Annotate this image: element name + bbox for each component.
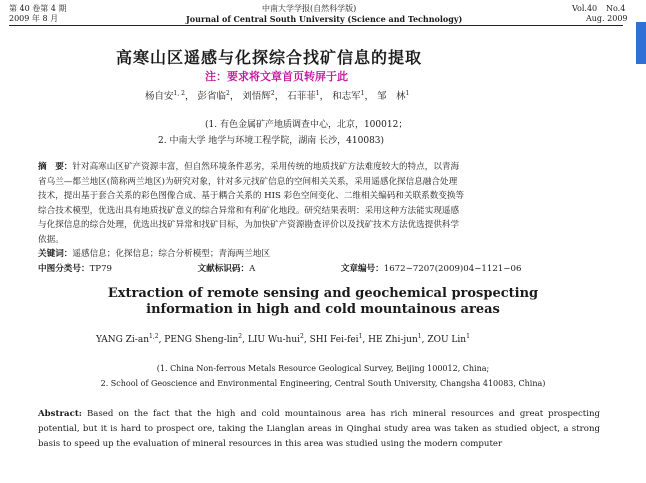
paper-title-en-line: information in high and cold mountainous areas xyxy=(146,302,500,317)
abstract-cn-line: 与化探信息的综合处理，优选出找矿异常和找矿目标，为加快矿产资源勘查评价以及找矿技术方法优选提供科学 xyxy=(38,220,460,230)
author-en: YANG Zi-an xyxy=(96,335,150,345)
author-affil-sup: 1 xyxy=(315,90,320,97)
abstract-en-label: Abstract: xyxy=(38,409,82,419)
abstract-cn-line: 综合技术模型，优选出具有地质找矿意义的综合异常和有利矿化地段。研究结果表明：采用这种方法能实现遥感 xyxy=(38,205,460,216)
author-cn: 石菲菲 xyxy=(287,91,316,103)
keywords-cn-label: 关键词： xyxy=(38,249,73,259)
abstract-cn-line: 技术，提出基于套合关系的彩色图像合成、基于耦合关系的 HIS 彩色空间变化、二维相关编码和关联系数变换等 xyxy=(38,191,465,201)
paper-title-cn: 高寒山区遥感与化探综合找矿信息的提取 xyxy=(116,48,423,67)
journal-name-en: Journal of Central South University (Science and Technology) xyxy=(186,14,463,24)
author-en: LIU Wu-hui xyxy=(247,335,301,345)
abstract-en xyxy=(38,407,600,452)
clc-code: TP79 xyxy=(89,263,113,274)
date-en: Aug. 2009 xyxy=(586,14,628,23)
author-en: ZOU Lin xyxy=(427,335,467,345)
abstract-cn xyxy=(38,160,608,276)
author-cn: 和志军 xyxy=(332,91,361,103)
doc-code-label: 文献标识码： xyxy=(197,263,250,274)
issue-no-en: No.4 xyxy=(606,4,626,13)
affiliation-en-2: 2. School of Geoscience and Environmental Engineering, Central South University, Changsha 410083, China) xyxy=(100,379,546,388)
authors-en: YANG Zi-an$^{1,2}$, PENG Sheng-lin$^2$, LIU Wu-hui$^2$, SHI Fei-fei$^1$, HE Zhi-jun$^1$, ZOU Lin$^1$ xyxy=(96,333,470,345)
author-affil-sup: 1 xyxy=(358,333,363,340)
scrollbar-thumb[interactable] xyxy=(636,22,646,64)
clc-label: 中图分类号： xyxy=(38,263,90,274)
abstract-cn-label: 摘 要： xyxy=(38,162,73,172)
author-cn: 彭省临 xyxy=(197,91,227,103)
classification-cn xyxy=(38,262,608,277)
paper-title-en xyxy=(0,286,646,318)
keywords-cn: 遥感信息；化探信息；综合分析模型；青海两兰地区 xyxy=(72,249,271,259)
author-affil-sup: 2 xyxy=(270,90,275,97)
affiliation-cn-1: (1. 有色金属矿产地质调查中心，北京，100012； xyxy=(205,120,408,130)
paper-title-en-line: Extraction of remote sensing and geochemical prospecting xyxy=(107,286,539,301)
author-affil-sup: 2 xyxy=(238,333,243,340)
author-affil-sup: 1 xyxy=(360,90,365,97)
article-number: 1672−7207(2009)04−1121−06 xyxy=(383,263,522,274)
author-affil-sup: 1 xyxy=(417,333,422,340)
affiliation-cn-2: 2. 中南大学 地学与环境工程学院，湖南 长沙，410083) xyxy=(158,136,385,146)
affiliation-en-1: (1. China Non-ferrous Metals Resource Geological Survey, Beijing 100012, China; xyxy=(156,364,490,373)
author-affil-sup: 1, 2 xyxy=(173,90,185,97)
author-cn: 邹 林 xyxy=(377,91,406,103)
article-number-label: 文章编号： xyxy=(340,263,384,274)
author-affil-sup: 2 xyxy=(226,90,230,97)
editor-note: 注：要求将文章首页转屏于此 xyxy=(205,70,348,83)
author-en: HE Zhi-jun xyxy=(368,335,418,345)
authors-cn: 杨自安$^{1, 2}$， 彭省临$^2$， 刘悟辉$^2$， 石菲菲$^1$， 和志军$^1$， 邹 林$^1$ xyxy=(145,90,410,103)
author-affil-sup: 1,2 xyxy=(149,333,159,340)
author-en: PENG Sheng-lin xyxy=(164,335,239,345)
author-affil-sup: 1 xyxy=(466,333,470,340)
volume-en: Vol.40 xyxy=(572,4,598,13)
date-cn: 2009 年 8 月 xyxy=(9,14,59,23)
header-rule xyxy=(9,25,623,26)
author-cn: 刘悟辉 xyxy=(242,91,271,103)
author-affil-sup: 1 xyxy=(405,90,410,97)
abstract-cn-line: 针对高寒山区矿产资源丰富，但自然环境条件恶劣，采用传统的地质找矿方法难度较大的特点，以青海 xyxy=(72,162,460,172)
abstract-cn-line: 省乌兰—都兰地区(简称两兰地区)为研究对象，针对多元找矿信息的空间相关关系，采用遥感化探信息融合处理 xyxy=(38,176,458,187)
author-affil-sup: 2 xyxy=(300,333,304,340)
volume-issue-cn: 第 40 卷第 4 期 xyxy=(9,4,67,13)
abstract-en-text: Based on the fact that the high and cold mountainous area has rich mineral resources and great prospecting potential, but it is hard to prospect ore, taking the Lianglan areas in Qinghai study area was taken as studied object, a strong basis to speed up the evaluation of mineral resources in this area was studied using the modern computer xyxy=(38,409,600,449)
abstract-cn-line: 依据。 xyxy=(38,234,64,245)
author-en: SHI Fei-fei xyxy=(309,335,359,345)
journal-name-cn: 中南大学学报(自然科学版) xyxy=(262,4,357,13)
doc-code: A xyxy=(249,263,256,274)
author-cn: 杨自安 xyxy=(145,91,174,103)
